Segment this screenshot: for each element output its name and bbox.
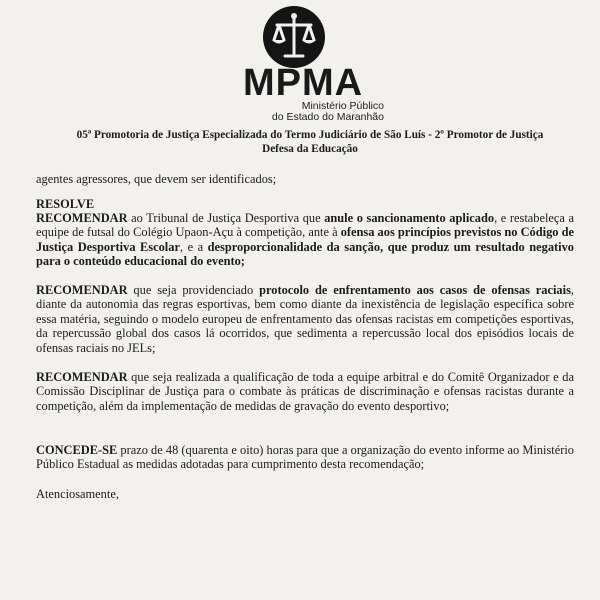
recommendation-1-text2: , e restabeleça a equipe de futsal do Colégio Upaon-Açu à competição, ante à (36, 211, 575, 240)
recommendation-3-lead: RECOMENDAR (36, 370, 128, 384)
promotoria-heading: 05ª Promotoria de Justiça Especializada do Termo Judiciário de São Luís - 2º Promotor de Justiça (76, 129, 544, 141)
logo-subtitle-line2: do Estado do Maranhão (271, 111, 384, 123)
recommendation-1-bold1: anule o sancionamento aplicado (324, 211, 495, 225)
recommendation-2-text1: que seja providenciado (127, 283, 260, 297)
recommendation-1-bold2: ofensa aos princípios previstos no Código de Justiça Desportiva Escolar (36, 225, 574, 254)
concession-text: prazo de 48 (quarenta e oito) horas para que a organização do evento informe ao Ministério Público Estadual as medidas adotadas para cumprimento desta recomendação; (36, 443, 574, 472)
scales-of-justice-emblem-icon (261, 4, 327, 70)
recommendation-1-text1: ao Tribunal de Justiça Desportiva que (127, 211, 325, 225)
recommendation-1-text3: , e a (179, 239, 208, 254)
logo-subtitle (264, 101, 384, 123)
recommendation-2-bold1: protocolo de enfrentamento aos casos de ofensas raciais (259, 283, 571, 297)
recommendation-3-text1: que seja realizada a qualificação de toda a equipe arbitral e do Comitê Organizador e da Comissão Disciplinar de Justiça para o combate às práticas de discriminação e ofensas racistas durante a competição, além da implementação de medidas de gravação do evento desportivo; (36, 370, 574, 413)
recommendation-1 (36, 211, 574, 269)
recommendation-2-text2: , diante da autonomia das regras esportivas, bem como diante da inexistência de legislação específica sobre essa matéria, seguindo o modelo europeu de enfrentamento das ofensas racistas em competições esportivas, da repercussão global dos casos lá ocorridos, que sedimenta a repercussão local dos episódios locais de ofensas raciais no JELs; (36, 283, 575, 355)
logo-subtitle-line1: Ministério Público (301, 100, 384, 112)
concession-lead: CONCEDE-SE (36, 443, 118, 457)
recommendation-2-lead: RECOMENDAR (36, 283, 128, 297)
mpma-logo (228, 4, 384, 123)
concession-paragraph (36, 443, 574, 472)
recommendation-1-bold3: desproporcionalidade da sanção, que produz um resultado negativo para o conteúdo educacional do evento; (36, 239, 575, 269)
promotoria-subheading: Defesa da Educação (262, 143, 358, 155)
closing-salutation: Atenciosamente, (36, 487, 119, 501)
recommendation-3 (36, 370, 574, 413)
intro-paragraph: agentes agressores, que devem ser identificados; (36, 172, 277, 186)
resolve-heading: RESOLVE (36, 197, 95, 211)
recommendation-2 (36, 283, 574, 355)
logo-acronym: MPMA (242, 62, 364, 104)
recommendation-1-lead: RECOMENDAR (36, 211, 128, 225)
